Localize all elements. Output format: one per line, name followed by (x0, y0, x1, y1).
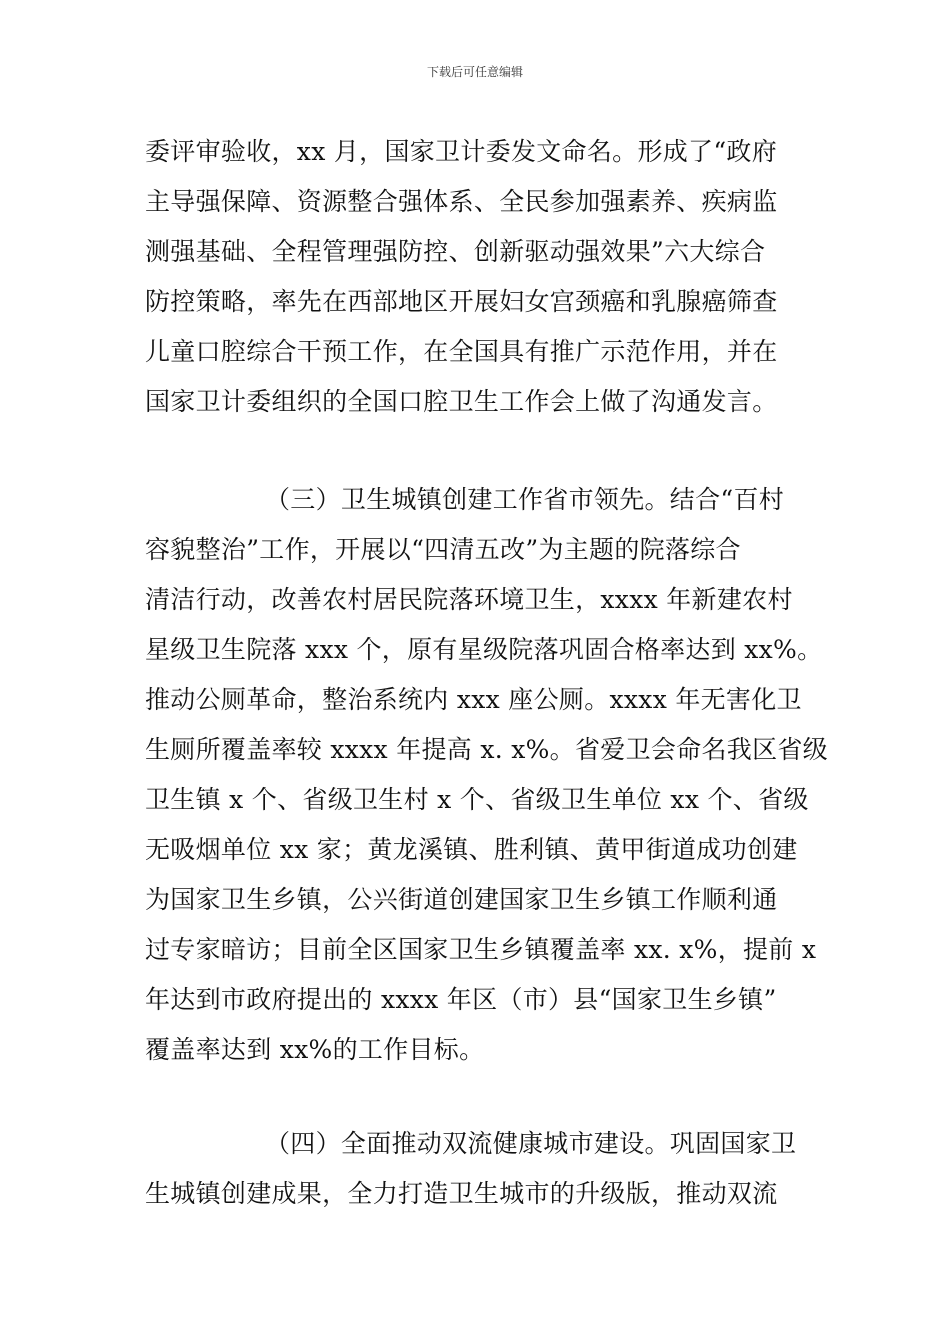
page-header: 下载后可任意编辑 (426, 65, 523, 79)
paragraph-health-strategy (145, 127, 778, 427)
text-line: 委评审验收，xx 月，国家卫计委发文命名。形成了“政府 (145, 137, 778, 166)
paragraph-sanitary-towns (145, 475, 828, 1075)
text-line: 儿童口腔综合干预工作，在全国具有推广示范作用，并在 (145, 337, 778, 366)
text-line: 覆盖率达到 xx%的工作目标。 (145, 1035, 485, 1064)
text-line: 容貌整治”工作，开展以“四清五改”为主题的院落综合 (145, 535, 741, 564)
paragraph-healthy-city (145, 1119, 796, 1219)
text-line: 为国家卫生乡镇，公兴街道创建国家卫生乡镇工作顺利通 (145, 885, 778, 914)
section-heading-line: （四）全面推动双流健康城市建设。巩固国家卫 (265, 1129, 797, 1158)
text-line: 测强基础、全程管理强防控、创新驱动强效果”六大综合 (145, 237, 766, 266)
text-line: 无吸烟单位 xx 家；黄龙溪镇、胜利镇、黄甲街道成功创建 (145, 835, 798, 864)
text-line: 防控策略，率先在西部地区开展妇女宫颈癌和乳腺癌筛查 (145, 287, 778, 316)
text-line: 年达到市政府提出的 xxxx 年区（市）县“国家卫生乡镇” (145, 985, 777, 1014)
text-line: 清洁行动，改善农村居民院落环境卫生，xxxx 年新建农村 (145, 585, 793, 614)
text-line: 主导强保障、资源整合强体系、全民参加强素养、疾病监 (145, 187, 778, 216)
section-heading-line: （三）卫生城镇创建工作省市领先。结合“百村 (265, 485, 785, 514)
text-line: 星级卫生院落 xxx 个，原有星级院落巩固合格率达到 xx%。 (145, 635, 823, 664)
text-line: 过专家暗访；目前全区国家卫生乡镇覆盖率 xx. x%，提前 x (145, 935, 817, 964)
text-line: 国家卫计委组织的全国口腔卫生工作会上做了沟通发言。 (145, 387, 778, 416)
text-line: 生城镇创建成果，全力打造卫生城市的升级版，推动双流 (145, 1179, 778, 1208)
text-line: 推动公厕革命，整治系统内 xxx 座公厕。xxxx 年无害化卫 (145, 685, 802, 714)
text-line: 卫生镇 x 个、省级卫生村 x 个、省级卫生单位 xx 个、省级 (145, 785, 809, 814)
text-line: 生厕所覆盖率较 xxxx 年提高 x. x%。省爱卫会命名我区省级 (145, 735, 828, 764)
